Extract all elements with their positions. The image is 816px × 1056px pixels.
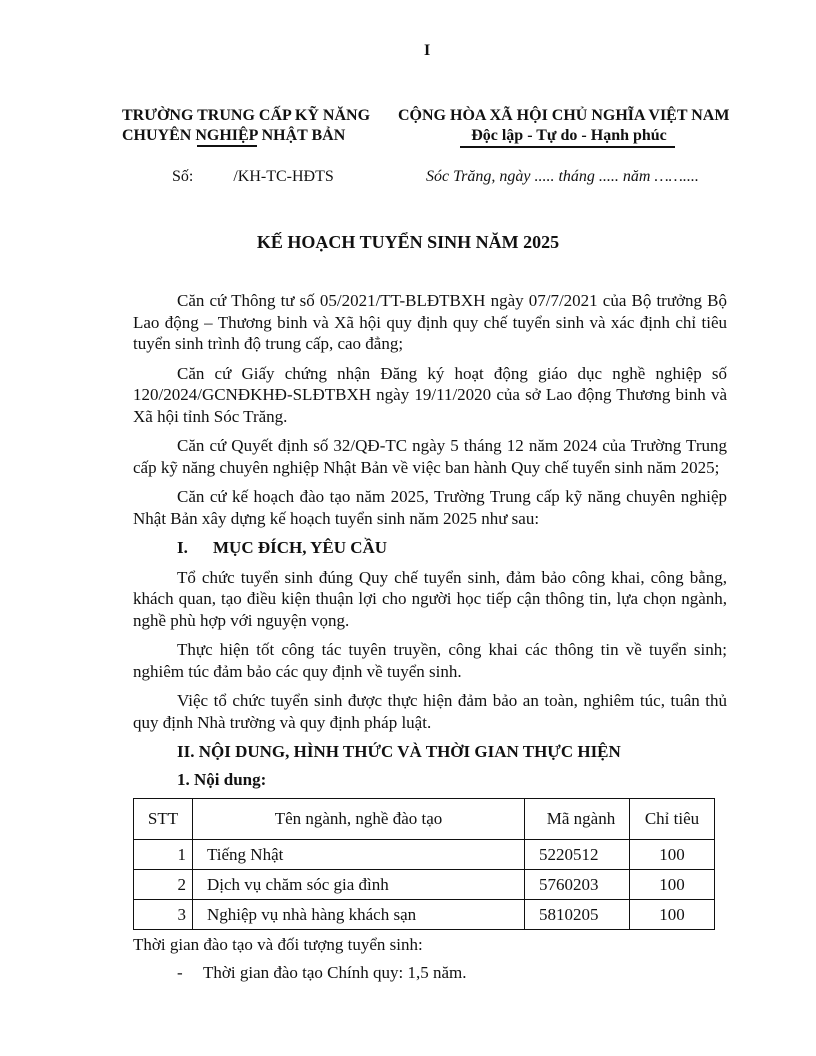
basis-paragraph: Căn cứ Quyết định số 32/QĐ-TC ngày 5 tháng 12 năm 2024 của Trường Trung cấp kỹ năng chuyên nghiệp Nhật Bản về việc ban hành Quy chế tuyển sinh năm 2025; [133, 436, 727, 477]
table-cell-code: 5220512 [525, 840, 630, 870]
table-cell-quota: 100 [630, 900, 715, 930]
table-header-cell: Chỉ tiêu [630, 799, 715, 840]
table-cell-program: Tiếng Nhật [193, 840, 525, 870]
table-cell-code: 5760203 [525, 870, 630, 900]
table-cell-code: 5810205 [525, 900, 630, 930]
national-header [398, 106, 740, 146]
bullet-dash: - [177, 962, 183, 982]
section-1-paragraph: Tổ chức tuyển sinh đúng Quy chế tuyển sinh, đảm bảo công khai, công bằng, khách quan, tạo điều kiện thuận lợi cho người học tiếp cận thông tin, lựa chọn ngành, nghề phù hợp với nguyện vọng. [133, 567, 727, 630]
section-1-paragraph: Việc tổ chức tuyển sinh được thực hiện đảm bảo an toàn, nghiêm túc, tuân thủ quy định Nhà trường và quy định pháp luật. [133, 691, 727, 732]
table-cell-program: Nghiệp vụ nhà hàng khách sạn [193, 900, 525, 930]
table-row [134, 840, 715, 870]
table-cell-stt: 2 [134, 870, 193, 900]
document-number-value: /KH-TC-HĐTS [233, 168, 334, 185]
table-cell-stt: 1 [134, 840, 193, 870]
school-name-underline [197, 145, 257, 147]
place-date: Sóc Trăng, ngày ..... tháng ..... năm …….... [426, 168, 699, 185]
page-number: I [424, 42, 431, 59]
table-cell-stt: 3 [134, 900, 193, 930]
section-1-heading [133, 537, 727, 559]
table-header-cell: Mã ngành [525, 799, 630, 840]
national-title: CỘNG HÒA XÃ HỘI CHỦ NGHĨA VIỆT NAM [398, 107, 730, 124]
section-2-heading: II. NỘI DUNG, HÌNH THỨC VÀ THỜI GIAN THỰC HIỆN [177, 742, 621, 761]
basis-paragraph: Căn cứ kế hoạch đào tạo năm 2025, Trường Trung cấp kỹ năng chuyên nghiệp Nhật Bản xây dựng kế hoạch tuyển sinh năm 2025 như sau: [133, 487, 727, 528]
table-header-cell: Tên ngành, nghề đào tạo [193, 799, 525, 840]
training-duration-intro: Thời gian đào tạo và đối tượng tuyển sinh: [133, 935, 423, 954]
training-programs-table [133, 798, 715, 930]
section-1-paragraph: Thực hiện tốt công tác tuyên truyền, công khai các thông tin về tuyển sinh; nghiêm túc đảm bảo các quy định về tuyển sinh. [133, 640, 727, 681]
section-1-numeral: I. [177, 538, 188, 557]
document-body [133, 290, 727, 983]
section-1-title: MỤC ĐÍCH, YÊU CẦU [213, 538, 388, 557]
document-number [172, 168, 334, 186]
table-header-cell: STT [134, 799, 193, 840]
table-row [134, 870, 715, 900]
bullet-text: Thời gian đào tạo Chính quy: 1,5 năm. [203, 962, 467, 982]
table-cell-quota: 100 [630, 870, 715, 900]
section-2-sub-heading: 1. Nội dung: [177, 769, 267, 789]
school-name-line2: CHUYÊN NGHIỆP NHẬT BẢN [122, 127, 346, 144]
school-name-line1: TRƯỜNG TRUNG CẤP KỸ NĂNG [122, 107, 371, 124]
table-cell-program: Dịch vụ chăm sóc gia đình [193, 870, 525, 900]
bullet-item [177, 962, 727, 984]
basis-paragraph: Căn cứ Giấy chứng nhận Đăng ký hoạt động giáo dục nghề nghiệp số 120/2024/GCNĐKHĐ-SLĐTBXH ngày 19/11/2020 của sở Lao động Thương binh và Xã hội tỉnh Sóc Trăng. [133, 363, 727, 426]
document-title: KẾ HOẠCH TUYỂN SINH NĂM 2025 [256, 232, 560, 252]
table-cell-quota: 100 [630, 840, 715, 870]
table-row [134, 900, 715, 930]
school-name-header [122, 106, 370, 146]
document-number-label: Số: [172, 168, 194, 185]
national-motto: Độc lập - Tự do - Hạnh phúc [471, 127, 667, 144]
national-motto-underline [460, 146, 675, 148]
basis-paragraph: Căn cứ Thông tư số 05/2021/TT-BLĐTBXH ngày 07/7/2021 của Bộ trưởng Bộ Lao động – Thương binh và Xã hội quy định quy chế tuyển sinh và xác định chỉ tiêu tuyển sinh trình độ trung cấp, cao đẳng; [133, 291, 727, 353]
table-header-row [134, 799, 715, 840]
